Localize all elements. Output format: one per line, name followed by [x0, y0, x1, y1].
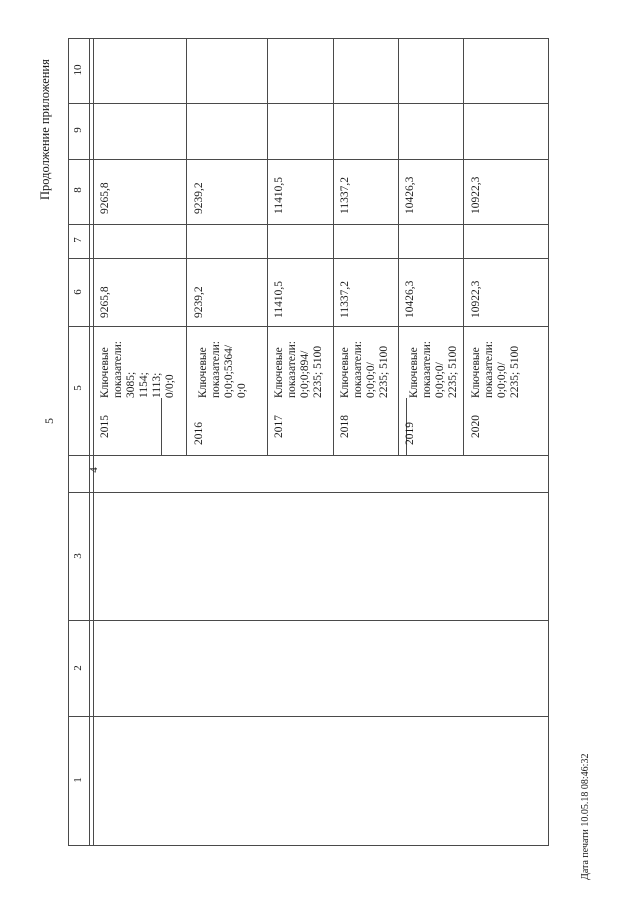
cell-indicators	[197, 341, 249, 398]
col-sep-3-4	[68, 492, 549, 493]
indicator-line: Ключевые	[273, 347, 285, 398]
indicator-line: показатели:	[112, 341, 124, 398]
page-number: 5	[42, 418, 56, 424]
indicator-line: 0;0;0;5364/	[223, 344, 235, 398]
row-sep-3	[333, 38, 334, 456]
col-sep-1-2	[68, 716, 549, 717]
cell-year: 2015	[99, 415, 111, 438]
cell-year: 2020	[470, 415, 482, 438]
row-sep-year-a	[161, 398, 162, 456]
cell-year: 2016	[193, 422, 205, 445]
cell-year: 2017	[273, 415, 285, 438]
col-sep-9-10	[68, 103, 549, 104]
col-number-8: 8	[72, 187, 84, 193]
indicator-line: 1113;	[151, 372, 163, 398]
col-sep-7-8	[68, 224, 549, 225]
row-sep-4	[398, 38, 399, 456]
indicator-line: 2235; 5100	[312, 345, 324, 398]
cell-amount-col8: 11410,5	[273, 177, 285, 214]
cell-amount-col8: 11337,2	[339, 177, 351, 214]
cell-indicators	[339, 341, 391, 398]
cell-indicators	[99, 341, 177, 398]
col-sep-2-3	[68, 620, 549, 621]
indicator-line: 0;0;0;0/	[365, 362, 377, 398]
indicator-line: 0;0;0;0/	[434, 362, 446, 398]
col-number-7: 7	[72, 237, 84, 243]
cell-amount-col8: 10922,3	[470, 176, 482, 214]
indicator-line: Ключевые	[197, 347, 209, 398]
col-number-6: 6	[72, 289, 84, 295]
row-sep-5	[463, 38, 464, 456]
col-number-10: 10	[72, 64, 84, 76]
indicator-line: показатели:	[483, 341, 495, 398]
indicator-line: Ключевые	[99, 347, 111, 398]
indicator-line: 2235; 5100	[447, 345, 459, 398]
cell-indicators	[273, 341, 325, 398]
cell-amount-col6: 10922,3	[470, 280, 482, 318]
row-sep-2	[267, 38, 268, 456]
cell-amount-col8: 9239,2	[193, 182, 205, 214]
indicator-line: показатели:	[286, 341, 298, 398]
cell-amount-col6: 11337,2	[339, 281, 351, 318]
col-number-2: 2	[72, 665, 84, 671]
row-sep-1	[186, 38, 187, 456]
cell-indicators	[408, 341, 460, 398]
cell-year: 2019	[404, 422, 416, 445]
cell-amount-col6: 10426,3	[404, 280, 416, 318]
indicator-line: Ключевые	[408, 347, 420, 398]
col-number-5: 5	[72, 385, 84, 391]
indicator-line: 0;0	[236, 383, 248, 398]
col-sep-6-7	[68, 258, 549, 259]
indicator-line: 0;0;0;0/	[496, 362, 508, 398]
indicator-line: показатели:	[352, 341, 364, 398]
indicator-line: показатели:	[421, 341, 433, 398]
cell-year: 2018	[339, 415, 351, 438]
col-sep-5-6	[68, 326, 549, 327]
indicator-line: Ключевые	[339, 347, 351, 398]
continuation-label: Продолжение приложения	[38, 59, 52, 200]
indicator-line: 3085;	[125, 371, 137, 398]
indicator-line: Ключевые	[470, 347, 482, 398]
indicator-line: показатели:	[210, 341, 222, 398]
col-number-4: 4	[88, 467, 100, 473]
col-sep-4-5	[68, 455, 549, 456]
cell-amount-col6: 11410,5	[273, 281, 285, 318]
indicator-line: 1154;	[138, 372, 150, 398]
col-number-9: 9	[72, 127, 84, 133]
cell-amount-col6: 9239,2	[193, 286, 205, 318]
indicator-line: 2235; 5100	[509, 345, 521, 398]
cell-amount-col8: 9265,8	[99, 182, 111, 214]
indicator-line: 0;0;0;894/	[299, 350, 311, 398]
cell-amount-col8: 10426,3	[404, 176, 416, 214]
cell-amount-col6: 9265,8	[99, 286, 111, 318]
col-number-1: 1	[72, 777, 84, 783]
col-sep-8-9	[68, 159, 549, 160]
col-number-3: 3	[72, 553, 84, 559]
table-border-bottom	[68, 845, 549, 846]
indicator-line: 2235; 5100	[378, 345, 390, 398]
print-date: Дата печати 10.05.18 08:46:32	[580, 753, 591, 880]
cell-indicators	[470, 341, 522, 398]
indicator-line: 0/0;0	[164, 374, 176, 398]
table-border-top	[68, 38, 549, 39]
